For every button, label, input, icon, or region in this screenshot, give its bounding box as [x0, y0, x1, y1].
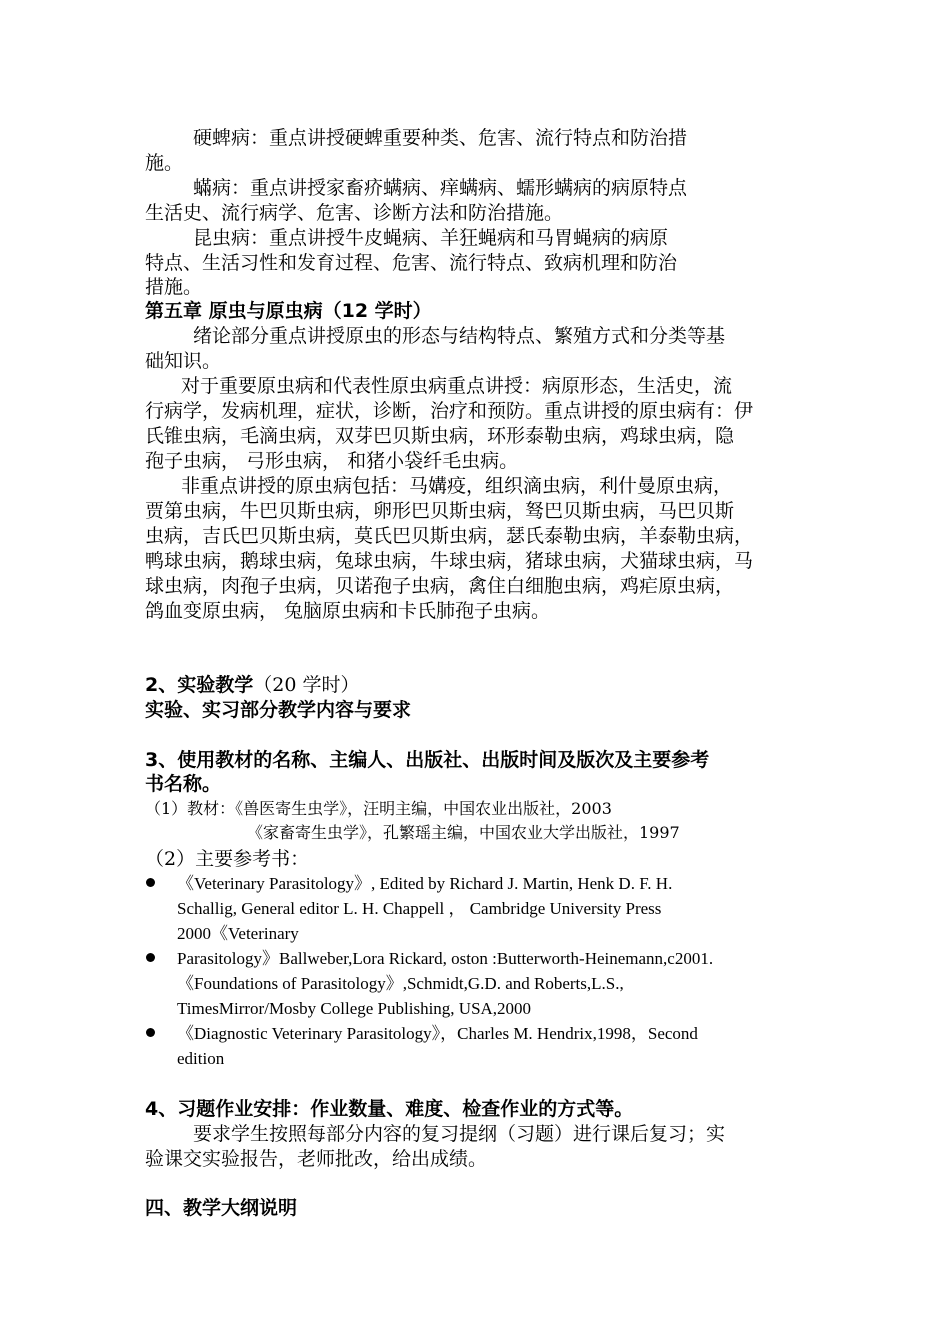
- paragraph-mite-line-2: 生活史、流行病学、危害、诊断方法和防治措施。: [145, 202, 564, 224]
- paragraph-nonkey-protozoa-line-1: 非重点讲授的原虫病包括：马媾疫，组织滴虫病，利什曼原虫病，: [181, 475, 733, 497]
- reference-2-line-3: TimesMirror/Mosby College Publishing, USA,2000: [177, 999, 532, 1018]
- reference-2-line-1: Parasitology》Ballweber,Lora Rickard, oston :Butterworth-Heinemann,c2001.: [177, 949, 714, 968]
- reference-1-line-2: Schallig, General editor L. H. Chappell ， Cambridge University Press: [177, 899, 662, 918]
- paragraph-homework-line-1: 要求学生按照每部分内容的复习提纲（习题）进行课后复习；实: [193, 1123, 726, 1145]
- paragraph-key-protozoa-line-2: 行病学，发病机理，症状，诊断，治疗和预防。重点讲授的原虫病有：伊: [145, 400, 754, 422]
- paragraph-key-protozoa-line-4: 孢子虫病， 弓形虫病， 和猪小袋纤毛虫病。: [145, 450, 519, 472]
- bullet-icon: [146, 953, 155, 962]
- section-4-heading: 4、习题作业安排：作业数量、难度、检查作业的方式等。: [145, 1098, 634, 1120]
- section-3-heading-line-2: 书名称。: [145, 773, 222, 795]
- bullet-icon: [146, 1028, 155, 1037]
- section-2-title: 2、实验教学: [145, 674, 254, 696]
- section-2-hours: （20 学时）: [253, 674, 360, 696]
- reference-3-line-1: 《Diagnostic Veterinary Parasitology》，Charles M. Hendrix,1998，Second: [177, 1024, 698, 1043]
- section-2-subheading: 实验、实习部分教学内容与要求: [145, 699, 412, 721]
- chapter-5-heading: 第五章 原虫与原虫病（12 学时）: [145, 300, 432, 322]
- textbook-line-2: 《家畜寄生虫学》，孔繁瑶主编，中国农业大学出版社，1997: [247, 823, 680, 842]
- paragraph-homework-line-2: 验课交实验报告，老师批改，给出成绩。: [145, 1148, 488, 1170]
- paragraph-hard-tick-line-1: 硬蜱病：重点讲授硬蜱重要种类、危害、流行特点和防治措: [193, 127, 688, 149]
- textbook-line-1: （1）教材：《兽医寄生虫学》，汪明主编，中国农业出版社，2003: [145, 799, 612, 818]
- paragraph-hard-tick-line-2: 施。: [145, 152, 184, 174]
- reference-1-line-1: 《Veterinary Parasitology》, Edited by Richard J. Martin, Henk D. F. H.: [177, 874, 673, 893]
- reference-1-line-3: 2000《Veterinary: [177, 924, 299, 943]
- paragraph-key-protozoa-line-3: 氏锥虫病，毛滴虫病，双芽巴贝斯虫病，环形泰勒虫病，鸡球虫病，隐: [145, 425, 735, 447]
- paragraph-nonkey-protozoa-line-6: 鸽血变原虫病， 兔脑原虫病和卡氏肺孢子虫病。: [145, 600, 551, 622]
- paragraph-nonkey-protozoa-line-4: 鸭球虫病，鹅球虫病，兔球虫病，牛球虫病，猪球虫病，犬猫球虫病，马: [145, 550, 754, 572]
- section-3-heading-line-1: 3、使用教材的名称、主编人、出版社、出版时间及版次及主要参考: [145, 749, 710, 771]
- paragraph-nonkey-protozoa-line-5: 球虫病，肉孢子虫病，贝诺孢子虫病，禽住白细胞虫病，鸡疟原虫病，: [145, 575, 735, 597]
- paragraph-intro-line-1: 绪论部分重点讲授原虫的形态与结构特点、繁殖方式和分类等基: [193, 325, 726, 347]
- paragraph-intro-line-2: 础知识。: [145, 350, 222, 372]
- paragraph-insect-line-3: 措施。: [145, 276, 203, 298]
- paragraph-insect-line-2: 特点、生活习性和发育过程、危害、流行特点、致病机理和防治: [145, 252, 678, 274]
- section-four-heading: 四、教学大纲说明: [145, 1197, 298, 1219]
- paragraph-key-protozoa-line-1: 对于重要原虫病和代表性原虫病重点讲授：病原形态，生活史，流: [181, 375, 733, 397]
- paragraph-nonkey-protozoa-line-3: 虫病，吉氏巴贝斯虫病，莫氏巴贝斯虫病，瑟氏泰勒虫病，羊泰勒虫病，: [145, 525, 754, 547]
- paragraph-mite-line-1: 蟎病：重点讲授家畜疥螨病、痒螨病、蠕形螨病的病原特点: [193, 177, 688, 199]
- reference-2-line-2: 《Foundations of Parasitology》,Schmidt,G.D. and Roberts,L.S.,: [177, 974, 624, 993]
- paragraph-insect-line-1: 昆虫病：重点讲授牛皮蝇病、羊狂蝇病和马胃蝇病的病原: [193, 227, 669, 249]
- bullet-icon: [146, 878, 155, 887]
- reference-3-line-2: edition: [177, 1049, 225, 1068]
- paragraph-nonkey-protozoa-line-2: 贾第虫病，牛巴贝斯虫病，卵形巴贝斯虫病，驽巴贝斯虫病，马巴贝斯: [145, 500, 735, 522]
- references-label: （2）主要参考书：: [145, 848, 310, 870]
- section-2-heading: [145, 673, 359, 697]
